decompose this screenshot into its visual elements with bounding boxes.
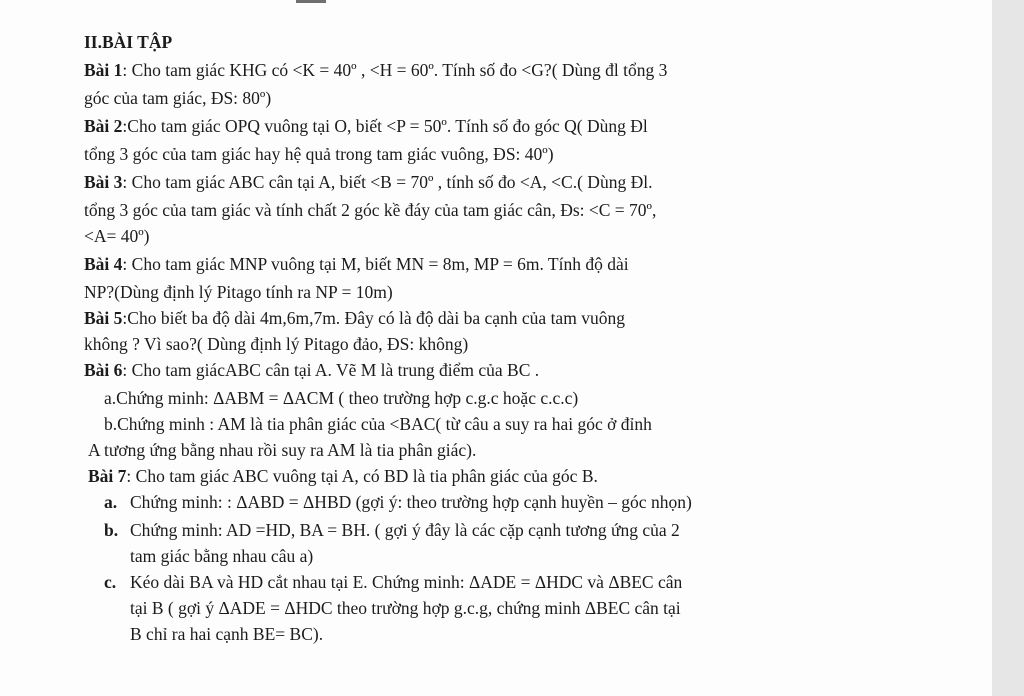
exercise-1-label: Bài 1	[84, 60, 123, 80]
exercise-7-label: Bài 7	[88, 466, 127, 486]
exercise-5-label: Bài 5	[84, 308, 123, 328]
exercise-6	[84, 358, 539, 382]
exercise-7-part-b-cont: tam giác bằng nhau câu a)	[130, 546, 314, 566]
exercise-7-part-c-cont-1: tại B ( gợi ý ΔADE = ΔHDC theo trường hợp g.c.g, chứng minh ΔBEC cân tại	[130, 598, 681, 618]
exercise-5-line-1: :Cho biết ba độ dài 4m,6m,7m. Đây có là độ dài ba cạnh của tam vuông	[122, 308, 625, 328]
exercise-1-line-1: : Cho tam giác KHG có <K = 40º , <H = 60º. Tính số đo <G?( Dùng đl tổng 3	[122, 60, 668, 80]
exercise-6-part-b-cont: A tương ứng bằng nhau rồi suy ra AM là tia phân giác).	[88, 440, 477, 460]
exercise-2-label: Bài 2	[84, 116, 123, 136]
exercise-3-line-3: <A= 40º)	[84, 226, 150, 246]
exercise-5-line-2: không ? Vì sao?( Dùng định lý Pitago đảo, ĐS: không)	[84, 334, 469, 354]
exercise-7-part-c-cont-2: B chỉ ra hai cạnh BE= BC).	[130, 624, 324, 644]
exercise-1-line-2: góc của tam giác, ĐS: 80º)	[84, 88, 272, 108]
exercise-7	[88, 464, 598, 488]
exercise-7-part-b: Chứng minh: AD =HD, BA = BH. ( gợi ý đây là các cặp cạnh tương ứng của 2	[130, 520, 680, 540]
section-title: II.BÀI TẬP	[84, 32, 173, 52]
exercise-1	[84, 58, 667, 82]
exercise-7-part-a: Chứng minh: : ΔABD = ΔHBD (gợi ý: theo trường hợp cạnh huyền – góc nhọn)	[130, 492, 692, 512]
exercise-6-line-1: : Cho tam giácABC cân tại A. Vẽ M là trung điểm của BC .	[122, 360, 540, 380]
exercise-6-part-a: a.Chứng minh: ΔABM = ΔACM ( theo trường hợp c.g.c hoặc c.c.c)	[104, 388, 579, 408]
exercise-7-marker-b: b.	[104, 520, 119, 540]
exercise-4-line-1: : Cho tam giác MNP vuông tại M, biết MN = 8m, MP = 6m. Tính độ dài	[122, 254, 629, 274]
exercise-3-line-2: tổng 3 góc của tam giác và tính chất 2 góc kề đáy của tam giác cân, Đs: <C = 70º,	[84, 200, 657, 220]
exercise-5	[84, 306, 625, 330]
scan-margin	[992, 0, 1024, 696]
exercise-3-label: Bài 3	[84, 172, 123, 192]
exercise-7-marker-c: c.	[104, 572, 117, 592]
exercise-7-part-c: Kéo dài BA và HD cắt nhau tại E. Chứng minh: ΔADE = ΔHDC và ΔBEC cân	[130, 572, 683, 592]
exercise-7-line-1: : Cho tam giác ABC vuông tại A, có BD là tia phân giác của góc B.	[126, 466, 598, 486]
exercise-4-line-2: NP?(Dùng định lý Pitago tính ra NP = 10m)	[84, 282, 393, 302]
exercise-3-line-1: : Cho tam giác ABC cân tại A, biết <B = 70º , tính số đo <A, <C.( Dùng Đl.	[122, 172, 653, 192]
exercise-6-label: Bài 6	[84, 360, 123, 380]
exercise-3	[84, 170, 652, 194]
exercise-4	[84, 252, 629, 276]
exercise-7-marker-a: a.	[104, 492, 118, 512]
exercise-2	[84, 114, 648, 138]
scan-mark	[296, 0, 326, 3]
exercise-2-line-2: tổng 3 góc của tam giác hay hệ quả trong tam giác vuông, ĐS: 40º)	[84, 144, 554, 164]
exercise-6-part-b: b.Chứng minh : AM là tia phân giác của <BAC( từ câu a suy ra hai góc ở đỉnh	[104, 414, 652, 434]
exercise-2-line-1: :Cho tam giác OPQ vuông tại O, biết <P = 50º. Tính số đo góc Q( Dùng Đl	[122, 116, 648, 136]
exercise-4-label: Bài 4	[84, 254, 123, 274]
